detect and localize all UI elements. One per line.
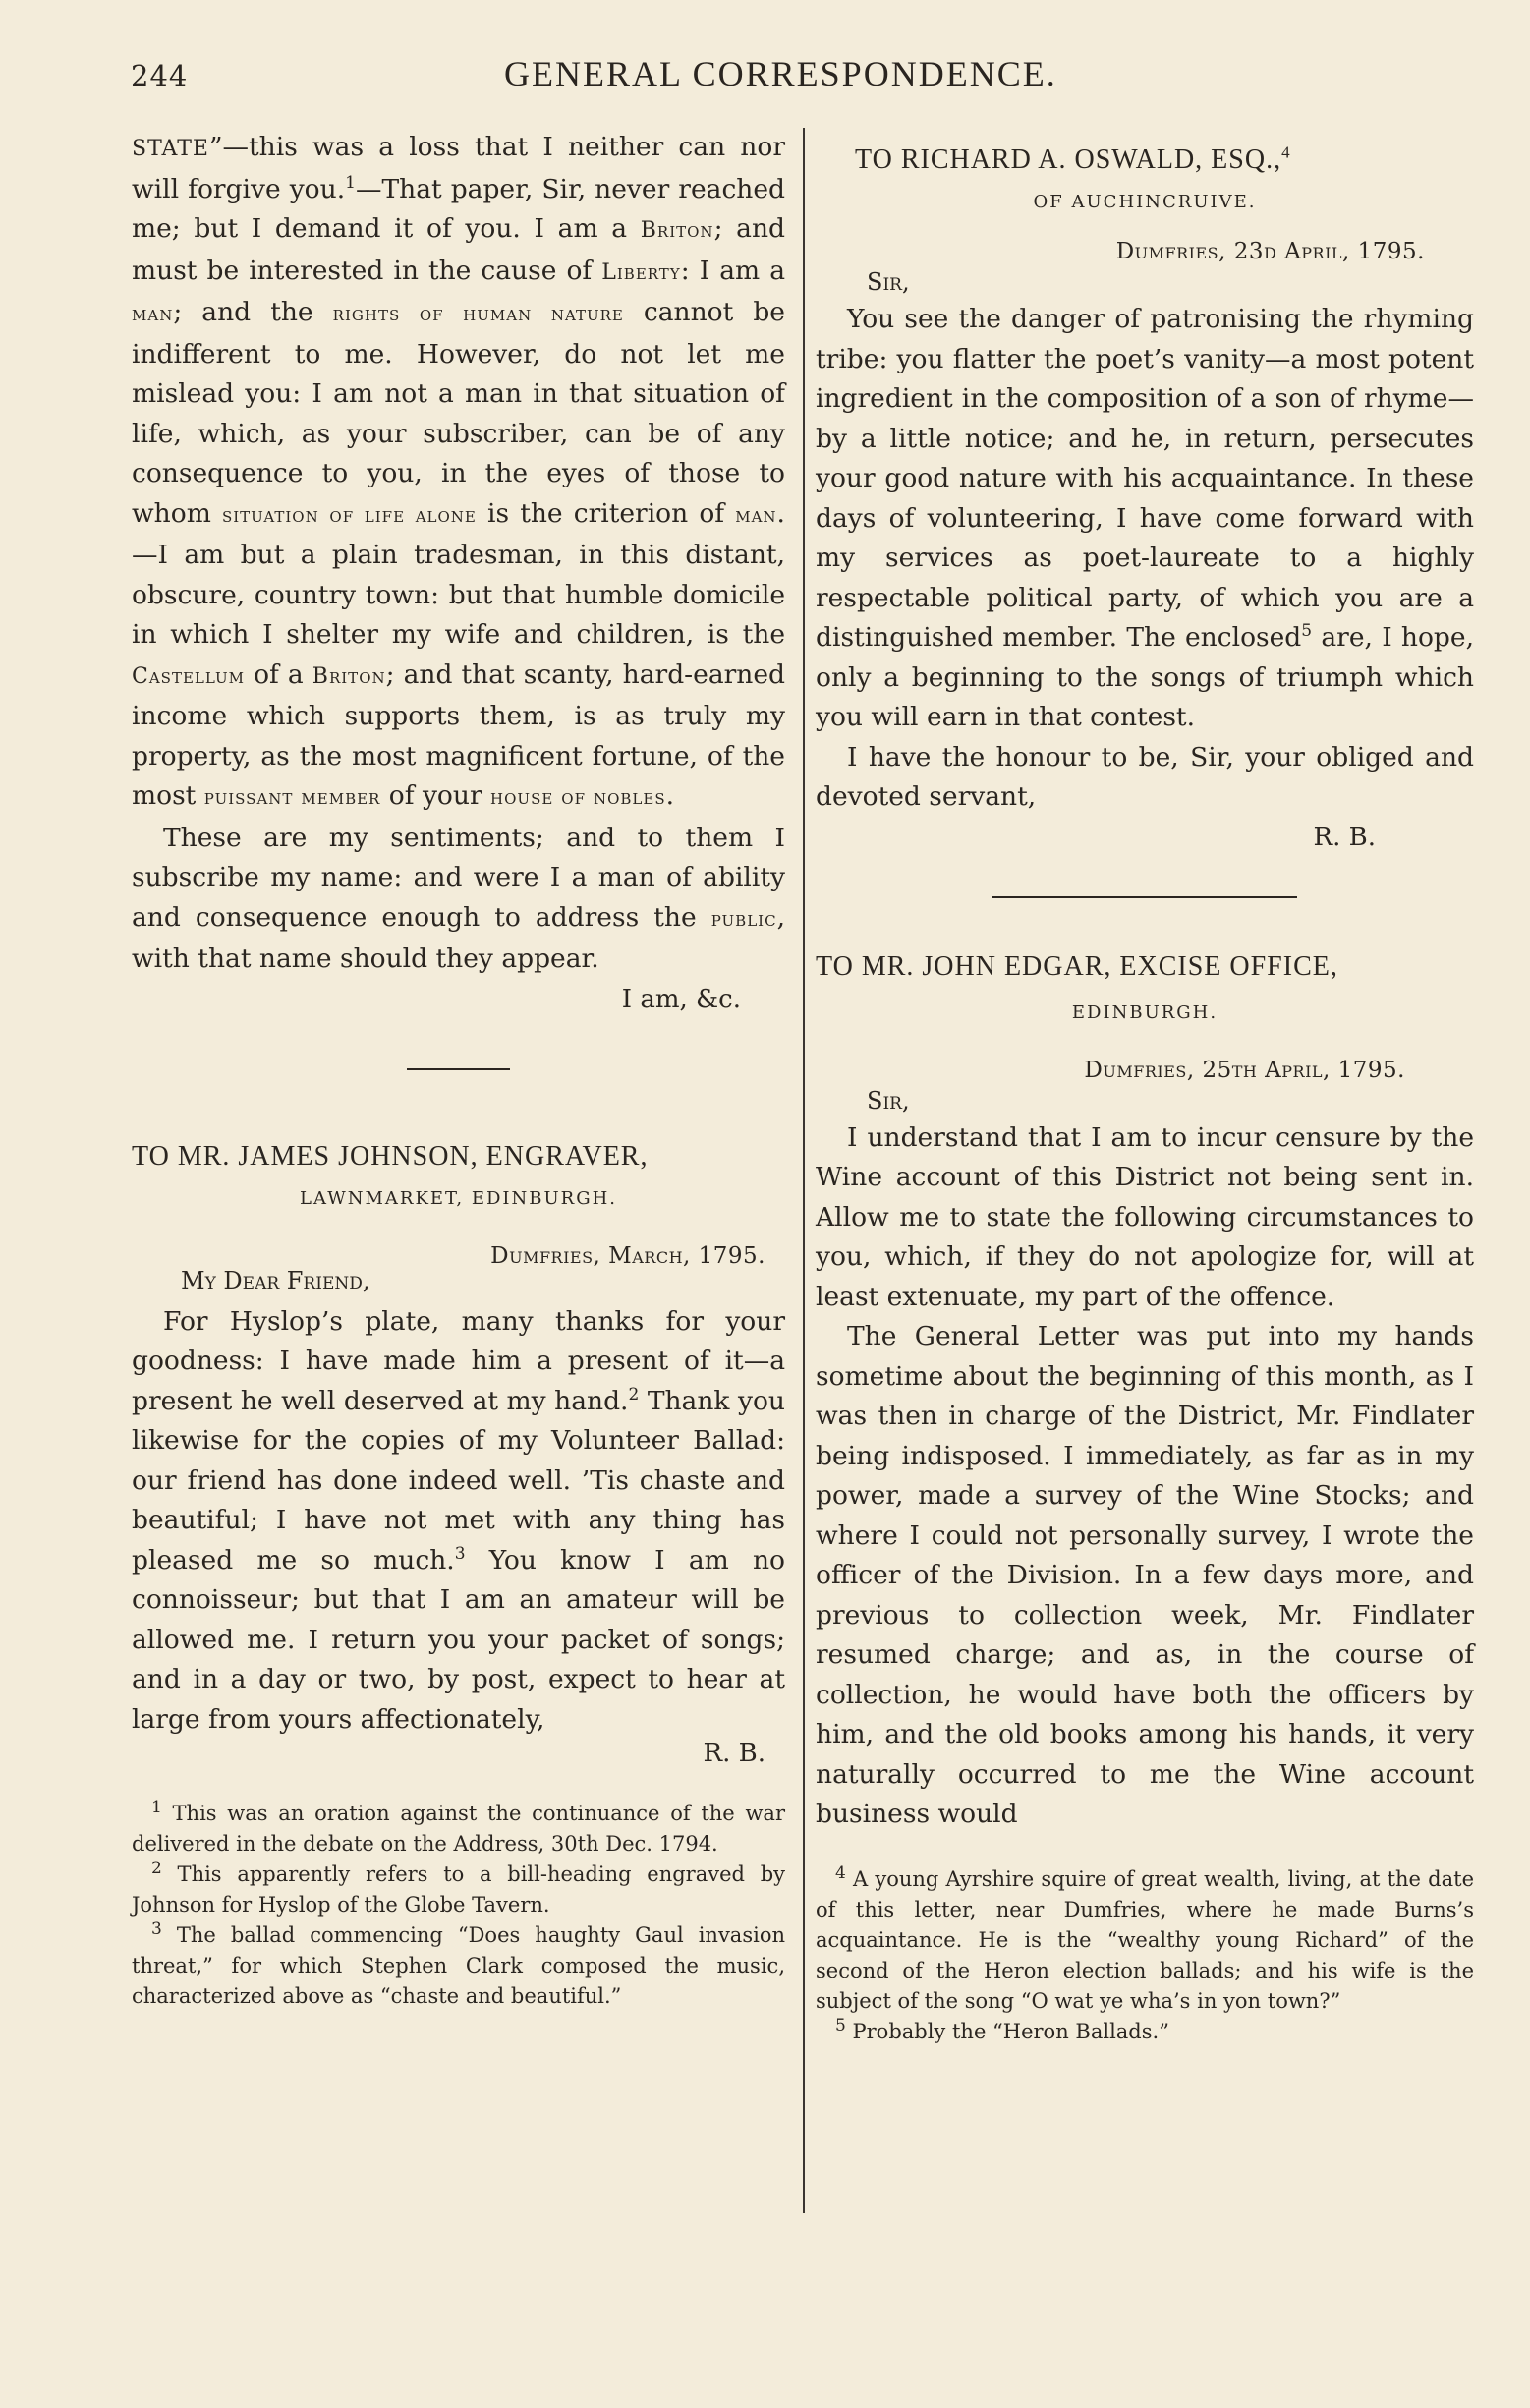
small-caps-puissant: puissant member (203, 785, 381, 810)
small-caps-briton: Briton (312, 663, 386, 689)
footnote-text: This apparently refers to a bill-heading engraved by Johnson for Hyslop of the Globe Tavern. (132, 1863, 785, 1917)
text-run: are, I hope, only a beginning to the songs of triumph which you will earn in that contest. (816, 622, 1475, 732)
letter-subtitle-edinburgh: EDINBURGH. (1071, 1002, 1218, 1023)
text-run: of a (245, 659, 312, 690)
dateline-23-april: Dumfries, 23d April, 1795. (1115, 239, 1425, 264)
footnote-5 (816, 2017, 1474, 2047)
dateline-march-1795: Dumfries, March, 1795. (490, 1242, 765, 1269)
small-caps-state: STATE (132, 137, 209, 161)
oswald-closing: I have the honour to be, Sir, your obliged and devoted servant, (816, 741, 1474, 812)
footnote-ref-2: 2 (628, 1384, 640, 1405)
text-run: You know I am no connoisseur; but that I am an amateur will be allowed me. I return you your packet of songs; and in a day or two, by post, expect to hear at large from yours affectionately, (132, 1544, 785, 1735)
footnote-4 (816, 1864, 1474, 2017)
text-run: You see the danger of patronising the rhyming tribe: you flatter the poet’s vanity—a most potent ingredient in the composition of a son of rhyme—by a little notice; and he, in return, persecutes your good nature with his acquaintance. In these days of volunteering, I have come forward with my services as poet-laureate to a highly respectable political party, of which you are a distinguished member. The enclosed (816, 304, 1474, 653)
footnote-ref-5: 5 (1301, 621, 1313, 642)
footnote-text: Probably the “Heron Ballads.” (845, 2019, 1169, 2043)
section-rule (407, 1068, 510, 1070)
small-caps-man: man (132, 302, 174, 326)
footnote-text: A young Ayrshire squire of great wealth, living, at the date of this letter, near Dumfries, where he made Burns’s acquaintance. He is the “wealthy young Richard” of the second of the Heron election ballads; and his wife is the subject of the song “O wat ye wha’s in yon town?” (816, 1866, 1474, 2013)
footnote-2 (132, 1860, 785, 1921)
dateline-25-april: Dumfries, 25th April, 1795. (1084, 1057, 1405, 1083)
footnote-ref-4: 4 (1281, 143, 1291, 162)
text-run: Thank you likewise for the copies of my Volunteer Ballad: our friend has done indeed well. ’Tis chaste and beautiful; I have not met with any thing has pleased me so much. (132, 1385, 785, 1576)
letter-title-edgar: TO MR. JOHN EDGAR, EXCISE OFFICE, (816, 950, 1338, 982)
text-run: ; and the (173, 297, 333, 327)
title-text: TO RICHARD A. OSWALD, ESQ., (855, 144, 1282, 175)
text-run: —That paper, Sir, never reached me; but I demand it of you. I am a (132, 173, 785, 244)
text-run: ; and must be interested in the cause of (132, 213, 785, 286)
letter-continuation-paragraph (132, 128, 785, 819)
johnson-letter-body (132, 1302, 785, 1741)
text-run: of your (380, 780, 491, 811)
footnote-marker: 2 (151, 1859, 162, 1878)
small-caps-man: man (735, 502, 777, 528)
letter-title-johnson: TO MR. JAMES JOHNSON, ENGRAVER, (132, 1140, 649, 1172)
column-divider (803, 128, 805, 2213)
text-run: , with that name should they appear. (132, 901, 785, 974)
text-run: . (665, 780, 675, 811)
letter-subtitle-auchincruive: OF AUCHINCRUIVE. (1033, 192, 1257, 212)
text-run: ”—this was a loss that I neither can nor will forgive you. (132, 132, 785, 204)
footnote-text: The ballad commencing “Does haughty Gaul invasion threat,” for which Stephen Clark composed the music, characterized above as “chaste and beautiful.” (132, 1923, 785, 2008)
small-caps-briton: Briton (640, 218, 714, 243)
small-caps-situation: situation of life alone (221, 502, 477, 528)
page-number: 244 (131, 59, 189, 92)
right-footnotes (816, 1864, 1474, 2047)
oswald-letter-body (816, 300, 1474, 738)
footnote-ref-3: 3 (454, 1543, 466, 1564)
right-column (816, 123, 1474, 2047)
small-caps-public: public (710, 906, 777, 932)
signature-rb: R. B. (1313, 822, 1376, 852)
running-head: GENERAL CORRESPONDENCE. (504, 54, 1057, 93)
salutation-dear-friend: My Dear Friend, (181, 1266, 370, 1294)
signature-rb: R. B. (703, 1739, 765, 1768)
text-run: is the criterion of (476, 497, 736, 529)
text-run: For Hyslop’s plate, many thanks for your goodness: I have made him a present of it—a present he well deserved at my hand. (132, 1305, 785, 1416)
text-run: .—I am but a plain tradesman, in this distant, obscure, country town: but that humble domicile in which I shelter my wife and children, is the (132, 497, 785, 650)
footnote-1 (132, 1799, 785, 1860)
footnote-marker: 3 (151, 1920, 162, 1939)
footnote-text: This was an oration against the continuance of the war delivered in the debate on the Address, 30th Dec. 1794. (132, 1802, 785, 1856)
text-run: : I am a (680, 255, 785, 286)
edgar-paragraph-1: I understand that I am to incur censure by the Wine account of this District not being sent in. Allow me to state the following circumstances to you, which, if they do not apologize for, will at least extenuate, my part of the offence. (816, 1121, 1474, 1312)
footnote-marker: 1 (151, 1798, 162, 1817)
left-column (132, 123, 785, 2012)
small-caps-castellum: Castellum (132, 663, 245, 689)
small-caps-rights: rights of human nature (332, 302, 624, 326)
small-caps-house: house of nobles (490, 785, 666, 810)
small-caps-liberty: Liberty (601, 259, 681, 285)
page-header (123, 51, 1105, 100)
salutation-sir: Sir, (867, 268, 910, 296)
footnote-marker: 4 (835, 1863, 846, 1883)
letter-title-oswald (816, 141, 1474, 180)
footnote-marker: 5 (835, 2015, 846, 2035)
left-footnotes (132, 1799, 785, 2012)
footnote-ref-1: 1 (345, 172, 356, 193)
salutation-sir: Sir, (867, 1086, 910, 1115)
text-run: ; and that scanty, hard-earned income which supports them, is as truly my property, as the most magnificent fortune, of the most (132, 659, 785, 811)
letter-subtitle-lawnmarket: LAWNMARKET, EDINBURGH. (299, 1187, 618, 1209)
text-run: These are my sentiments; and to them I subscribe my name: and were I a man of ability and consequence enough to address the (132, 822, 785, 933)
edgar-paragraph-2: The General Letter was put into my hands sometime about the beginning of this month, as I was then in charge of the District, Mr. Findlater being indisposed. I immediately, as far as in my power, made a survey of the Wine Stocks; and where I could not personally survey, I wrote the officer of the Division. In a few days more, and previous to collection week, Mr. Findlater resumed charge; and as, in the course of collection, he would have both the officers by him, and the old books among his hands, it very naturally occurred to me the Wine account business would (816, 1321, 1474, 1829)
text-run: cannot be indifferent to me. However, do not let me mislead you: I am not a man in that situation of life, which, as your subscriber, can be of any consequence to you, in the eyes of those to whom (132, 297, 785, 529)
section-rule (992, 896, 1297, 898)
footnote-3 (132, 1921, 785, 2012)
sentiments-paragraph (132, 819, 785, 980)
closing: I am, &c. (621, 984, 741, 1014)
